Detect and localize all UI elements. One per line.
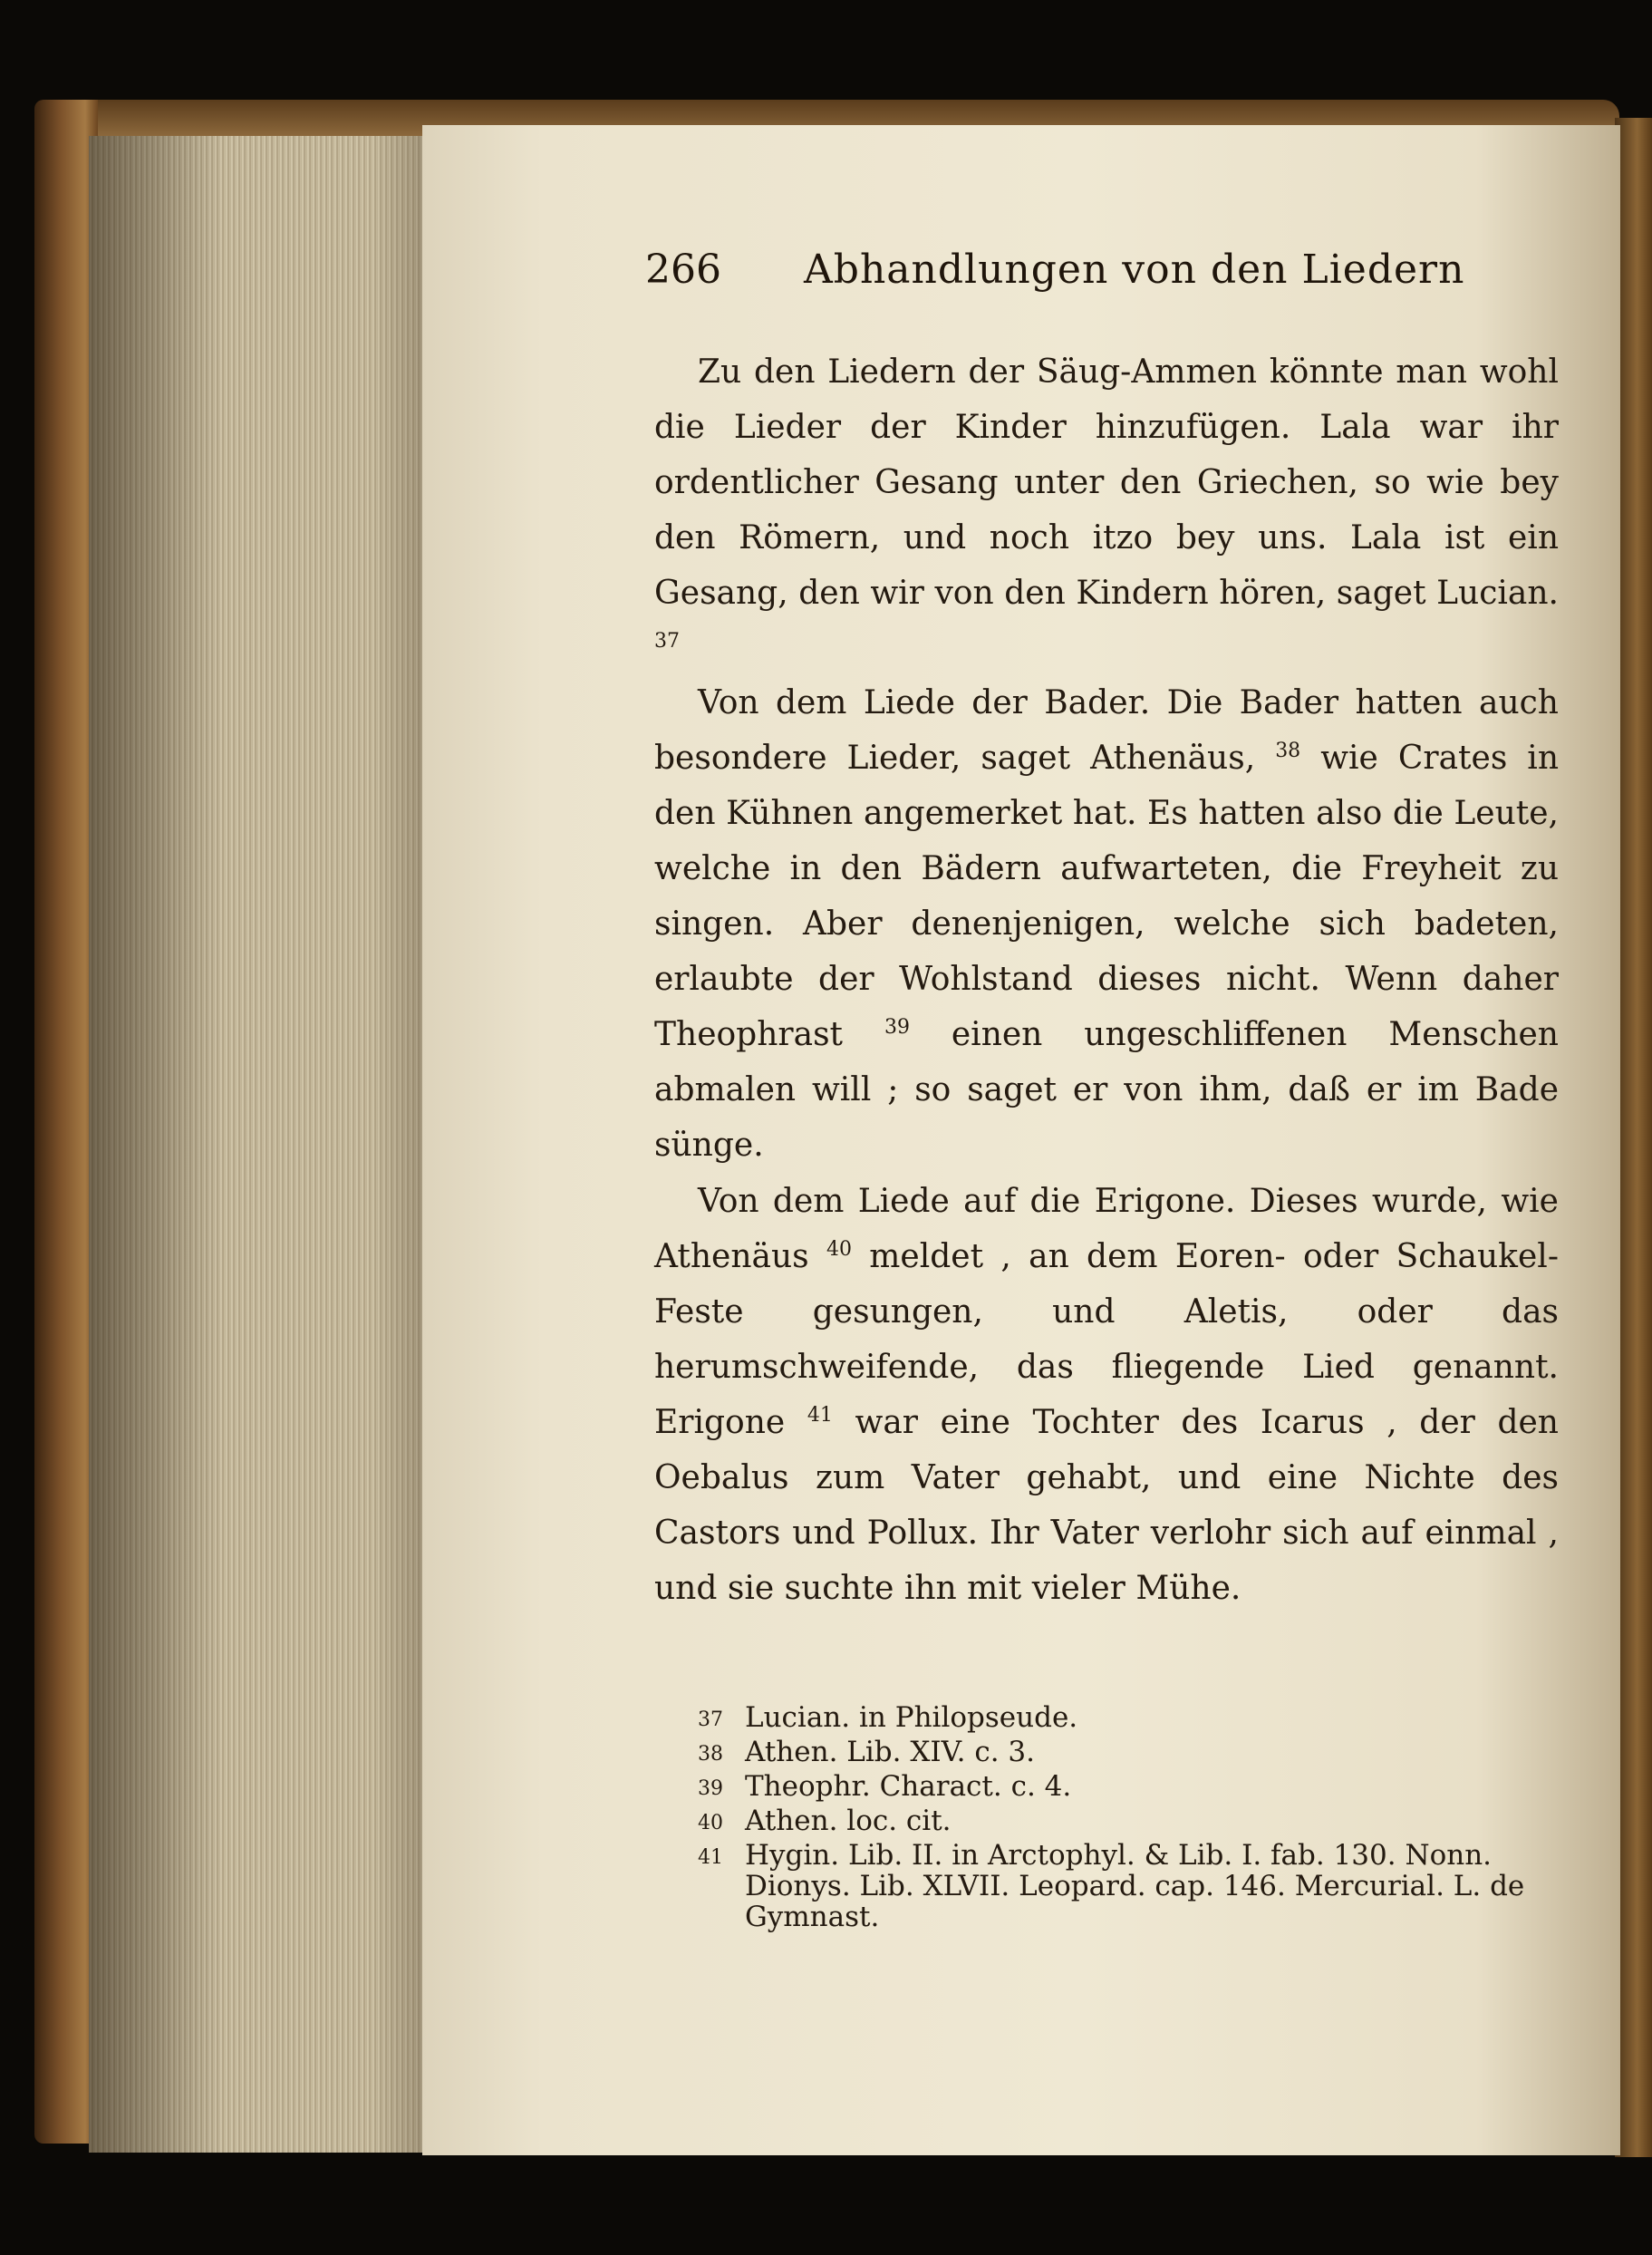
footnote-number: 38	[698, 1743, 723, 1766]
footnote-text: Athen. Lib. XIV. c. 3.	[745, 1736, 1035, 1768]
footnote-number: 41	[698, 1846, 723, 1869]
footnote-reference: 40	[826, 1238, 852, 1261]
footnote-reference: 41	[807, 1404, 833, 1427]
footnote	[698, 1702, 1568, 1733]
page-number: 266	[645, 247, 721, 293]
footnote-reference: 37	[654, 630, 680, 653]
footnote-text: Hygin. Lib. II. in Arctophyl. & Lib. I. fab. 130. Nonn. Dionys. Lib. XLVII. Leopard. cap. 146. Mercurial. L. de Gymnast.	[745, 1839, 1525, 1933]
running-title: Abhandlungen von den Liedern	[804, 247, 1465, 293]
paragraph	[654, 344, 1559, 676]
footnote	[698, 1840, 1568, 1932]
footnote-number: 39	[698, 1777, 723, 1800]
footnotes	[698, 1702, 1568, 1936]
footnote-text: Theophr. Charact. c. 4.	[745, 1770, 1072, 1803]
paragraph-text: Von dem Liede der Bader. Die Bader hatten auch besondere Lieder, saget Athenäus,	[654, 684, 1559, 777]
footnote-number: 40	[698, 1812, 723, 1834]
footnote	[698, 1805, 1568, 1836]
footnote-text: Athen. loc. cit.	[745, 1805, 952, 1837]
book-cover-right	[1615, 118, 1652, 2157]
paragraph-text: wie Crates in den Kühnen angemerket hat. Es hatten also die Leute, welche in den Bädern aufwarteten, die Freyheit zu singen. Aber denenjenigen, welche sich badeten, erlaubte der Wohlstand dieses nicht. Wenn daher Theophrast	[654, 740, 1560, 1053]
paragraph	[654, 1174, 1559, 1616]
paragraph-text: meldet , an dem Eoren- oder Schaukel-Feste gesungen, und Aletis, oder das herumschweifende, das fliegende Lied genannt. Erigone	[654, 1238, 1559, 1441]
paragraph-text: war eine Tochter des Icarus , der den Oebalus zum Vater gehabt, und eine Nichte des Castors und Pollux. Ihr Vater verlohr sich auf einmal , und sie suchte ihn mit vieler Mühe.	[654, 1404, 1559, 1607]
footnote	[698, 1737, 1568, 1767]
paragraph	[654, 675, 1559, 1173]
footnote-text: Lucian. in Philopseude.	[745, 1701, 1078, 1734]
footnote	[698, 1771, 1568, 1802]
paragraph-text: einen ungeschliffenen Menschen abmalen will ; so saget er von ihm, daß er im Bade sünge.	[654, 1016, 1559, 1164]
running-head	[645, 247, 1551, 310]
paragraph-text: Von dem Liede auf die Erigone. Dieses wurde, wie Athenäus	[654, 1183, 1559, 1275]
footnote-reference: 38	[1275, 740, 1301, 762]
footnote-reference: 39	[884, 1016, 910, 1039]
paragraph-text: Zu den Liedern der Säug-Ammen könnte man wohl die Lieder der Kinder hinzufügen. Lala war ihr ordentlicher Gesang unter den Griechen, so wie bey den Römern, und noch itzo bey uns. Lala ist ein Gesang, den wir von den Kindern hören, saget Lucian.	[654, 353, 1559, 612]
footnote-number: 37	[698, 1708, 723, 1731]
